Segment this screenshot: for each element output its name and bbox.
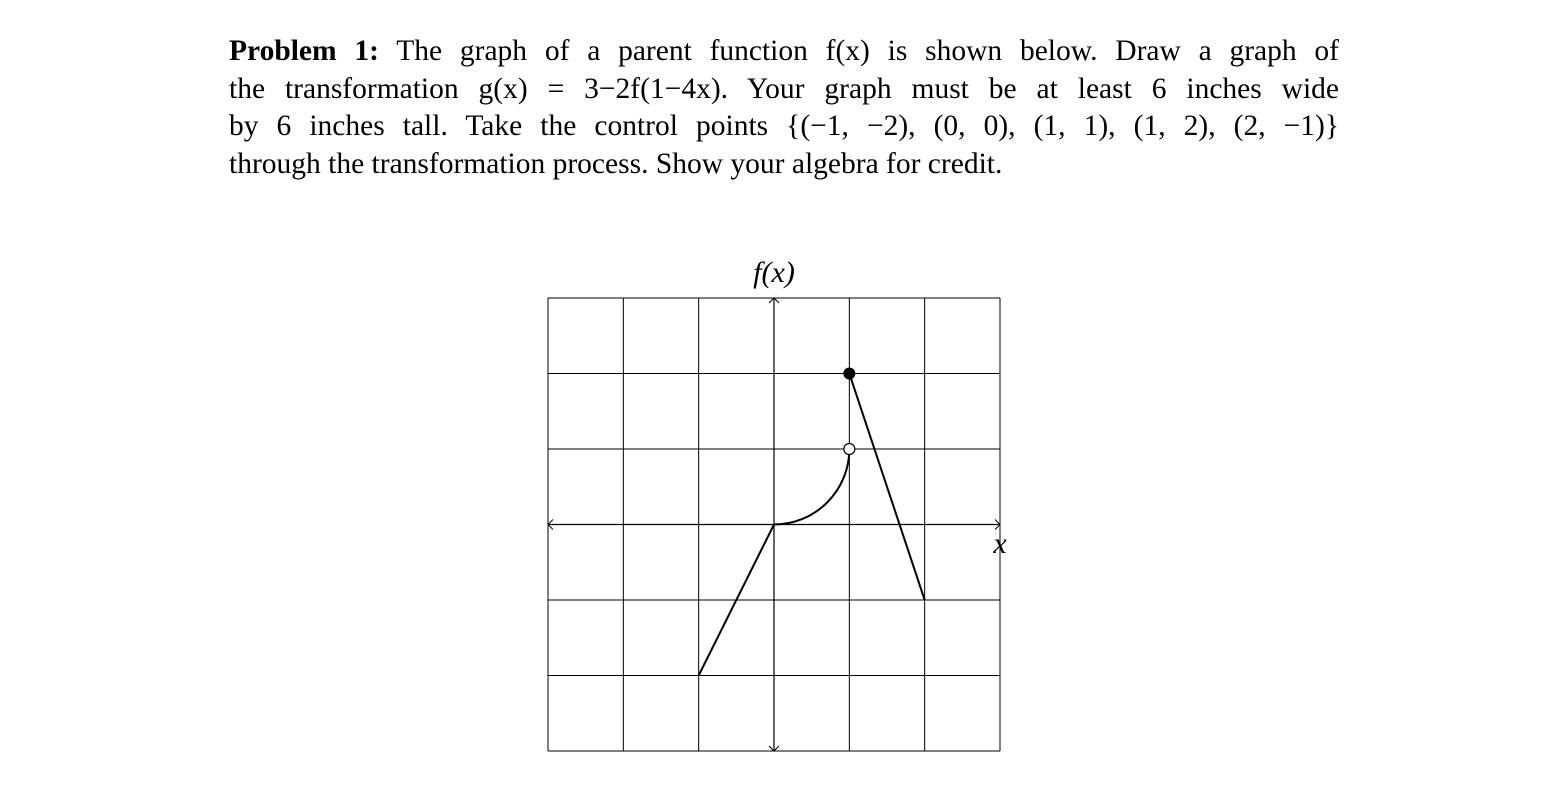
problem-line-3: by 6 inches tall. Take the control points {(−1, −2), (0, 0), (1, 1), (1, 2), (2, −1)} xyxy=(229,110,1339,142)
open-endpoint xyxy=(844,444,855,455)
problem-line-4: through the transformation process. Show your algebra for credit. xyxy=(229,147,1003,180)
graph-title: f(x) xyxy=(753,256,795,289)
function-segment-2 xyxy=(774,449,849,525)
problem-line-2: the transformation g(x) = 3−2f(1−4x). Your graph must be at least 6 inches wide xyxy=(229,72,1339,105)
function-curve xyxy=(699,368,925,676)
problem-line-1-text: The graph of a parent function f(x) is shown below. Draw a graph of xyxy=(396,35,1340,67)
problem-label: Problem 1: xyxy=(229,35,379,67)
function-segment-3 xyxy=(849,374,924,601)
closed-endpoint xyxy=(843,368,855,380)
x-axis-label: x xyxy=(993,527,1007,560)
